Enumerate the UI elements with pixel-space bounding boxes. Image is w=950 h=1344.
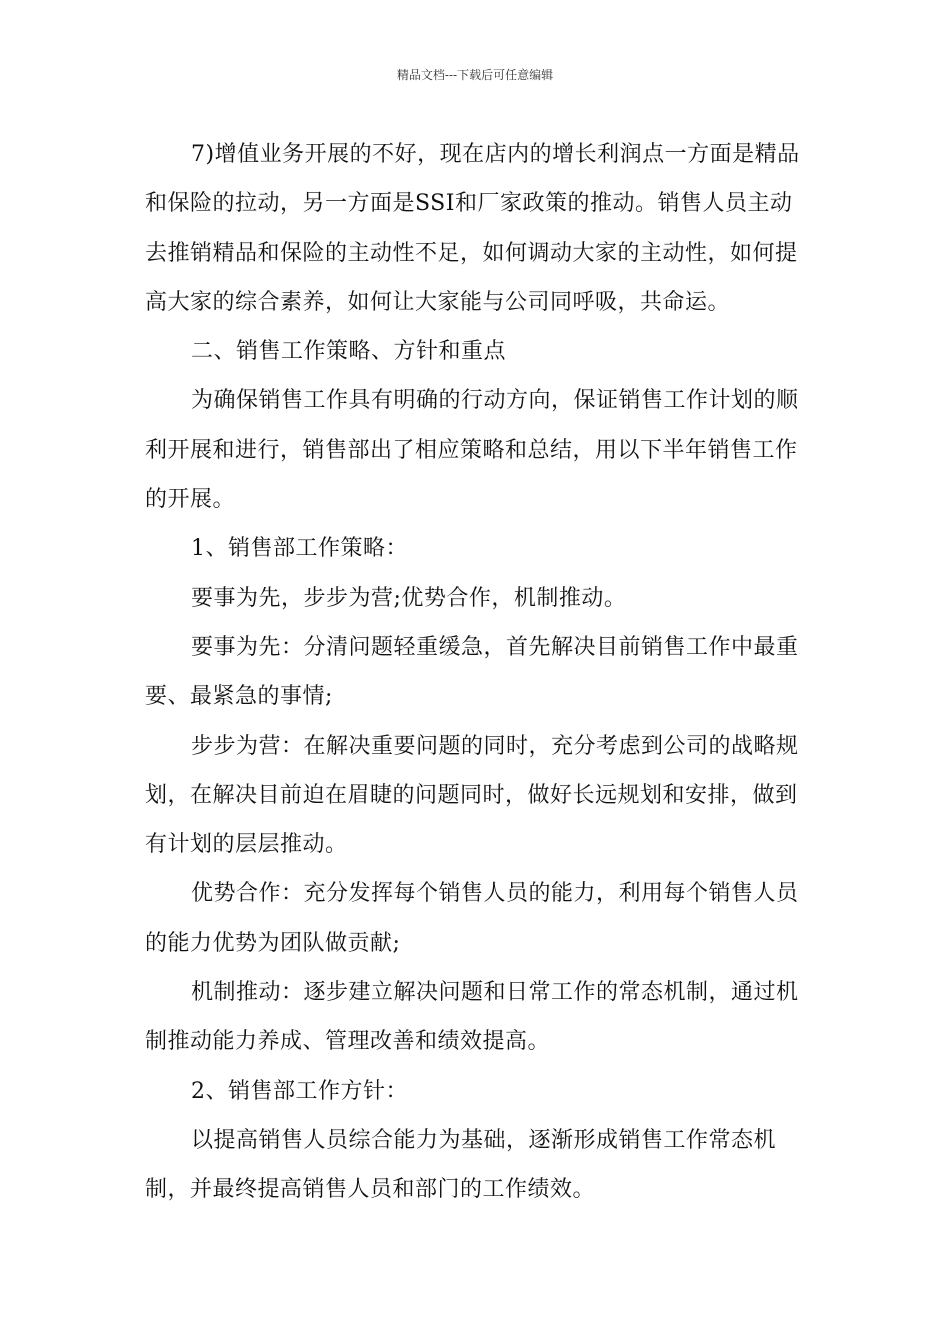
paragraph-mechanism-driven: 机制推动：逐步建立解决问题和日常工作的常态机制，通过机制推动能力养成、管理改善和绩效提高。 [145, 980, 799, 1055]
paragraph-strategy-intro: 为确保销售工作具有明确的行动方向，保证销售工作计划的顺利开展和进行，销售部出了相应策略和总结，用以下半年销售工作的开展。 [145, 388, 799, 513]
subheading-sales-policy: 2、销售部工作方针： [191, 1078, 408, 1104]
paragraph-advantage-cooperation: 优势合作：充分发挥每个销售人员的能力，利用每个销售人员的能力优势为团队做贡献; [145, 881, 799, 956]
paragraph-strategy-summary: 要事为先，步步为营;优势合作，机制推动。 [191, 585, 627, 611]
document-body [145, 130, 810, 1215]
paragraph-policy-detail: 以提高销售人员综合能力为基础，逐渐形成销售工作常态机制，并最终提高销售人员和部门的工作绩效。 [145, 1127, 777, 1203]
section-heading-strategy: 二、销售工作策略、方针和重点 [191, 339, 507, 365]
paragraph-step-by-step: 步步为营：在解决重要问题的同时，充分考虑到公司的战略规划，在解决目前迫在眉睫的问题同时，做好长远规划和安排，做到有计划的层层推动。 [145, 733, 799, 858]
paragraph-value-added-issue: 7)增值业务开展的不好，现在店内的增长利润点一方面是精品和保险的拉动，另一方面是SSI和厂家政策的推动。销售人员主动去推销精品和保险的主动性不足，如何调动大家的主动性，如何提高大家的综合素养，如何让大家能与公司同呼吸，共命运。 [145, 142, 800, 315]
paragraph-priority-first: 要事为先：分清问题轻重缓急，首先解决目前销售工作中最重要、最紧急的事情; [145, 634, 799, 710]
subheading-sales-strategy: 1、销售部工作策略： [191, 536, 408, 562]
page-header: 精品文档---下载后可任意编辑 [396, 68, 554, 82]
